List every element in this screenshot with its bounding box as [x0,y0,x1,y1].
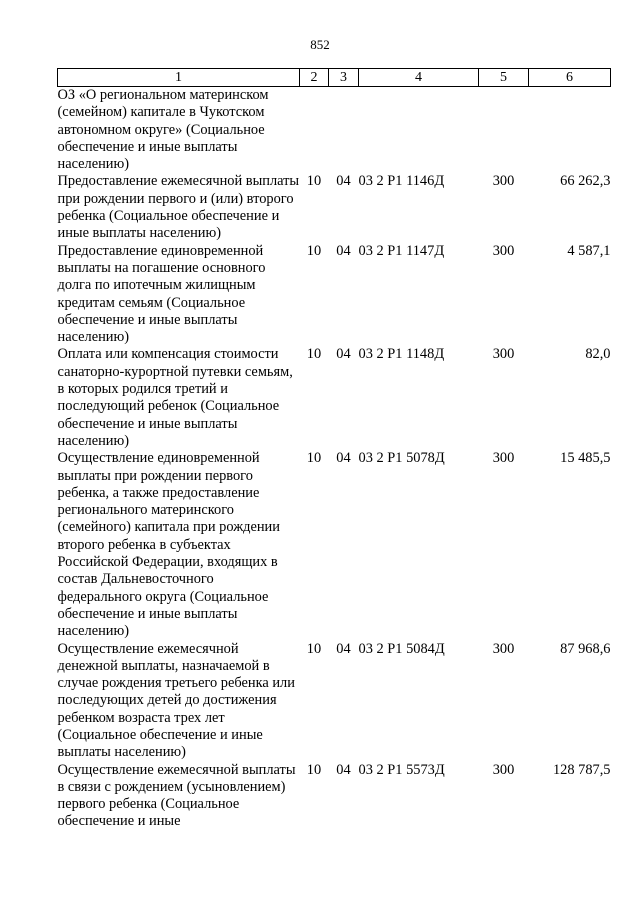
row-section: 10 [306,242,322,259]
table-row [58,450,611,640]
page-number: 852 [310,37,330,52]
row-name: Осуществление единовременной выплаты при рождении первого ребенка, а также предоставление регионального материнского (семейного) капитала при рождении второго ребенка в субъектах Российской Федерации, входящих в состав Дальневосточного федерального округа (Социальное обеспечение и иные выплаты населению) [57,450,280,640]
row-section: 10 [306,640,322,657]
table-row [58,243,611,347]
row-expense-type: 300 [492,346,515,363]
row-name: Предоставление ежемесячной выплаты при рождении первого и (или) второго ребенка (Социальное обеспечение и иные выплаты населению) [57,173,300,242]
row-target-code: 03 2 P1 1148Д [358,346,445,363]
row-expense-type: 300 [492,242,515,259]
table-row [58,762,611,831]
row-section: 10 [306,761,322,778]
row-target-code: 03 2 P1 5084Д [358,640,445,657]
budget-table [57,68,611,831]
row-expense-type: 300 [492,450,515,467]
row-target-code [359,87,479,174]
row-subsection: 04 [336,242,351,259]
row-target-code: 03 2 P1 1147Д [358,242,445,259]
row-amount: 82,0 [585,346,611,363]
row-expense-type: 300 [492,761,515,778]
column-header-2: 2 [300,69,329,87]
column-header-1: 1 [58,69,300,87]
row-target-code: 03 2 P1 5573Д [358,761,445,778]
row-subsection: 04 [336,761,351,778]
row-amount: 4 587,1 [567,242,611,259]
row-amount: 87 968,6 [560,640,611,657]
row-subsection: 04 [336,640,351,657]
row-section [300,87,329,174]
row-amount: 15 485,5 [560,450,611,467]
table-row [58,87,611,174]
row-expense-type: 300 [492,173,515,190]
row-amount [529,87,611,174]
row-name: Оплата или компенсация стоимости санаторно-курортной путевки семьям, в которых родился третий и последующий ребенок (Социальное обеспечение и иные выплаты населению) [57,346,293,449]
table-row [58,346,611,450]
row-section: 10 [306,450,322,467]
row-subsection: 04 [336,173,351,190]
row-section: 10 [306,346,322,363]
row-name: ОЗ «О региональном материнском (семейном) капитале в Чукотском автономном округе» (Социальное обеспечение и иные выплаты населению) [57,87,269,173]
table-row [58,641,611,762]
column-header-5: 5 [479,69,529,87]
row-target-code: 03 2 P1 1146Д [358,173,445,190]
row-amount: 66 262,3 [560,173,611,190]
row-section: 10 [306,173,322,190]
row-name: Осуществление ежемесячной выплаты в связи с рождением (усыновлением) первого ребенка (Социальное обеспечение и иные [57,761,296,830]
row-name: Осуществление ежемесячной денежной выплаты, назначаемой в случае рождения третьего ребенка или последующих детей до достижения ребенком возраста трех лет (Социальное обеспечение и иные выплаты населению) [57,640,295,761]
row-expense-type: 300 [492,640,515,657]
row-subsection [329,87,359,174]
row-subsection: 04 [336,450,351,467]
column-header-4: 4 [359,69,479,87]
row-amount: 128 787,5 [552,761,611,778]
column-header-6: 6 [529,69,611,87]
table-header-row [58,69,611,87]
row-expense-type [479,87,529,174]
row-name: Предоставление единовременной выплаты на погашение основного долга по ипотечным жилищным кредитам семьям (Социальное обеспечение и иные выплаты населению) [57,242,266,346]
row-subsection: 04 [336,346,351,363]
table-row [58,173,611,242]
row-target-code: 03 2 P1 5078Д [358,450,445,467]
column-header-3: 3 [329,69,359,87]
